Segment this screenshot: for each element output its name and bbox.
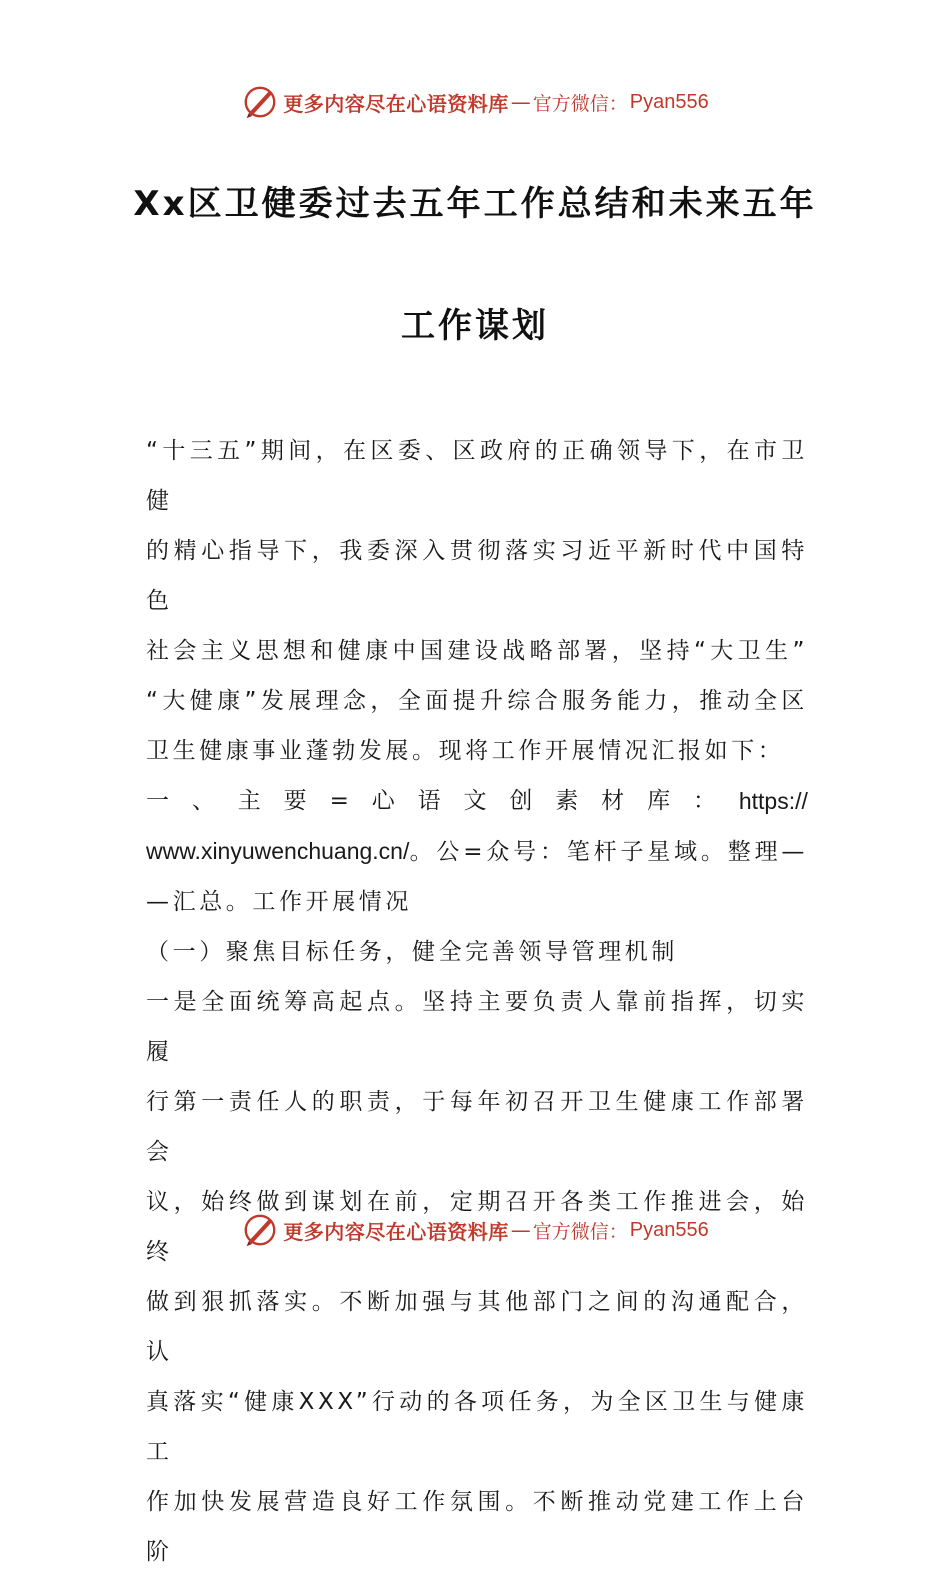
intro-line: “大健康”发展理念，全面提升综合服务能力，推动全区 [146,688,808,714]
banner-separator: — [510,1218,531,1242]
banner-text: 更多内容尽在心语资料库 [283,1219,509,1244]
section-1-char: 主 [237,788,265,814]
banner-text: 更多内容尽在心语资料库 [283,91,509,116]
intro-line: 社会主义思想和健康中国建设战略部署，坚持“大卫生” [146,638,808,664]
section-1-char: 要 [283,788,311,814]
footer-watermark-banner [0,1210,950,1250]
document-title-line-1: Xx区卫健委过去五年工作总结和未来五年 [133,184,817,224]
banner-separator: — [510,90,531,114]
paragraph-1-line: 议，始终做到谋划在前，定期召开各类工作推进会，始终 [146,1189,808,1265]
intro-line: 的精心指导下，我委深入贯彻落实习近平新时代中国特色 [146,538,808,614]
section-1-char: 一 [146,788,173,814]
header-watermark-banner [0,82,950,122]
section-1-char: 心 [371,788,399,814]
section-1-char: 创 [509,788,536,814]
pen-logo-icon [241,83,279,121]
paragraph-1-line: 一是全面统筹高起点。坚持主要负责人靠前指挥，切实履 [146,989,808,1065]
pen-logo-icon [241,1211,279,1249]
section-1-char: 语 [417,788,445,814]
subsection-1-title: （一）聚焦目标任务，健全完善领导管理机制 [146,939,678,965]
document-body [146,426,808,1577]
section-1-char: 库 [647,788,674,814]
banner-wechat-id: Pyan556 [629,1218,709,1241]
banner-wechat-label: 官方微信： [532,92,628,115]
intro-line: 卫生健康事业蓬勃发展。现将工作开展情况汇报如下： [146,738,785,764]
section-1-char: 、 [191,788,219,814]
section-1-char: 素 [555,788,582,814]
section-1-heading-line [146,776,808,826]
intro-line: “十三五”期间，在区委、区政府的正确领导下，在市卫健 [146,438,808,514]
source-url: www.xinyuwenchuang.cn/ [146,838,410,864]
section-1-line-2-text: 。公=众号：笔杆子星域。整理— [409,839,808,865]
section-1-line-3: —汇总。工作开展情况 [146,889,412,915]
section-1-url-prefix: https:// [738,788,808,814]
section-1-char: 文 [463,788,491,814]
banner-wechat-id: Pyan556 [629,90,709,113]
document-title-line-2: 工作谋划 [401,306,549,346]
paragraph-1-line: 作加快发展营造良好工作氛围。不断推动党建工作上台阶 [146,1489,808,1565]
paragraph-1-line: 做到狠抓落实。不断加强与其他部门之间的沟通配合，认 [146,1289,808,1365]
section-1-char: ： [692,788,720,814]
section-1-line-2 [146,826,808,877]
paragraph-1-line: 真落实“健康XXX”行动的各项任务，为全区卫生与健康工 [146,1389,808,1465]
section-1-char: 材 [601,788,628,814]
banner-wechat-label: 官方微信： [532,1220,628,1243]
paragraph-1-line: 行第一责任人的职责，于每年初召开卫生健康工作部署会 [146,1089,808,1165]
section-1-char: = [329,788,353,814]
